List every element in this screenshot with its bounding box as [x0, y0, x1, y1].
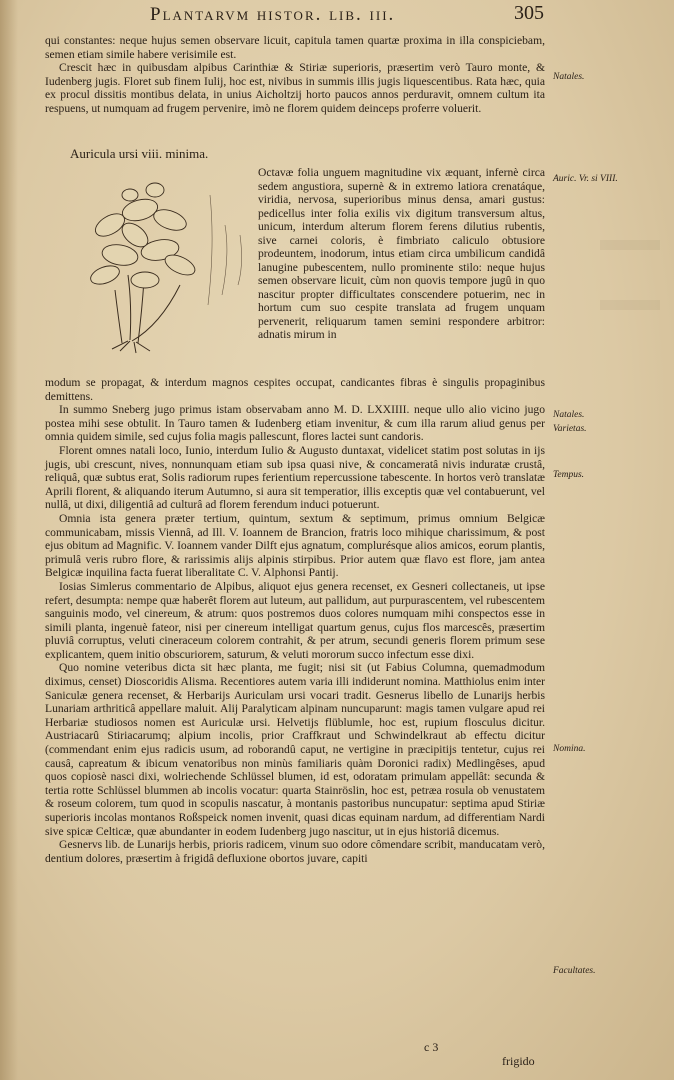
- main-text-block: [45, 376, 545, 865]
- page-number: 305: [514, 2, 544, 24]
- paragraph-location: In summo Sneberg jugo primus istam observabam anno M. D. LXXIIII. neque ullo alio vicino jugo postea mihi sese obtulit. In Tauro tamen & Iudenberg etiam invenitur, & cum illa rarum aliud genus per omnia quidem simile, sed cujus folia magis pallescunt, flores lactei sunt candoris.: [45, 403, 545, 444]
- paragraph-propagation: modum se propagat, & interdum magnos cespites occupat, candicantes fibras è singulis propaginibus demittens.: [45, 376, 545, 403]
- figure-title: Auricula ursi viii. minima.: [70, 146, 209, 161]
- margin-note-varietas: Varietas.: [553, 424, 587, 434]
- page-gutter-shadow: [0, 0, 18, 1080]
- margin-note-nomina: Nomina.: [553, 744, 586, 754]
- margin-note-auricula: Auric. Vr. si VIII.: [553, 174, 618, 184]
- top-paragraph-block: [45, 34, 545, 116]
- paragraph-nomina: Quo nomine veteribus dicta sit hæc planta, me fugit; nisi sit (ut Fabius Columna, quemadmodum diximus, censet) Dioscoridis Alisma. Recentiores autem varia illi indiderunt nomina. Matthiolus enim inter Saniculæ genera recenset, & Herbarijs Auriculam ursi vocari tradit. Gesnerus libello de Lunarijs herbis Lunariam arthriticâ appellare maluit. Alij Paralyticam alpinam nuncuparunt: magis tamen vulgare apud rei Herbariæ studiosos nomen est Auriculæ ursi. Helvetijs flüblumle, hoc est, rupium flosculus dicitur. Austriacarû Stiriacarumq; alpium incolis, prior Craffkraut und Schwindelkraut ab effectu dicitur (commendant enim ejus radicis usum, ad roborandû caput, ne vertigine in præcipitijs tentetur, cujus rei causâ, capreatum & ibicum venatoribus non minùs familiaris quàm Doronici radix) Medlingêses, apud quos copiosè nasci dixi, wolriechende Schlüssel blumen, id est, odoratam primulam appellât: secunda & tertia rotte Schlüssel blummen ab incolis vocatur: quarta Stainröslin, hoc est, petræa rosula ob venustatem & roseum colorem, tum quod in scopulis nascatur, à montanis pastoribus nuncupatur: septima apud Stiriæ superioris incolas montanos Roßspeick nomen invenit, quasi dicas equinam nardum, ad differentiam Nardi sive spicæ Celticæ, quæ abundanter in eodem Iudenberg jugo nascitur, ut in ejus historiâ dicemus.: [45, 661, 545, 838]
- paragraph-distribution: Omnia ista genera præter tertium, quintum, sextum & septimum, primus omnium Belgicæ communicabam, missis Viennâ, ad Ill. V. Ioannem de Brancion, fratris loco mihique charissimum, & post ejus obitum ad Magnific. V. Ioannem vander Dilft ejus agnatum, complurésque alios amicos, eorum plantis, primulâ veris rubro flore, & rarissimis alijs alpinis stirpibus. Prior autem quæ flavo est flore, jam antea Belgicæ inquilina facta fuerat liberalitate C. V. Alphonsi Pantij.: [45, 511, 545, 580]
- description-column: Octavæ folia unguem magnitudine vix æquant, infernè circa sedem angustiora, supernè & in extremo latiora crenatáque, viridia, nervosa, superioribus minus densa, amari gustus: pedicellus inter folia exilis vix digitum transversum altus, unicum, interdum alterum florem ferens dilutius rubentis, sive carnei coloris, è fimbriato caliculo obtusiore prodeuntem, inodorum, intus etiam circa umbilicum candidâ lanugine pubescentem, nullo prominente stilo: neque hujus semen observare licuit, cùm non quovis tempore jugû in quo nascitur propter difficultates conscendere potuerim, nec in hortum cum suo cespite translata ad frugem unquam pervenerit, reliquarum tamen semini respondere arbitror: adnatis mirum in: [258, 166, 545, 341]
- running-header: Plantarvm histor. lib. iii.: [150, 4, 396, 25]
- margin-note-natales: Natales.: [553, 72, 585, 82]
- plant-illustration: [60, 165, 260, 355]
- paragraph-flowering: Florent omnes natali loco, Iunio, interdum Iulio & Augusto duntaxat, videlicet statim post solutas in ijs jugis, ubi crescunt, nives, nonnunquam etiam sub ipsa quasi nive, & concameratâ nivis induratæ crustâ, reliquâ, quæ subtus erat, Solis radiorum rupes ferientium repercussione tabescente. In hortos verò translatæ Aprili florent, & aliquando iterum Autumno, si aura sit temperatior, illis exceptis quæ vel contabuerunt, vel nullâ, ut dixi, diligentiâ ad culturâ ad florem ferendum induci potuerunt.: [45, 443, 545, 512]
- signature-mark: c 3: [424, 1040, 439, 1054]
- paragraph-habitat: Crescit hæc in quibusdam alpibus Carinthiæ & Stiriæ superioris, præsertim verò Tauro monte, & Iudenberg jugis. Floret sub finem Iulij, hoc est, nivibus in summis illis jugis liquescentibus. Rata hæc, quia ex procul dissitis montibus delata, in unius Aicholtzij horto paucos annos perduravit, omnem cultum ita respuens, ut numquam ad frugem pervenire, imò ne florem quidem deinceps proferre voluerit.: [45, 61, 545, 115]
- margin-note-tempus: Tempus.: [553, 470, 585, 480]
- paragraph-simlerus: Iosias Simlerus commentario de Alpibus, aliquot ejus genera recenset, ex Gesneri collectaneis, ut ipse refert, desumpta: nempe quæ haberêt florem aut luteum, aut pallidum, aut purpurascentem, vel rubescentem sanguinis modo, vel cinereum, & atrum: quos postremos duos colores numquam mihi conspectos esse in simili planta, ingenuè fateor, nisi per cinereum intelligat quartum genus, cujus flos marcescês, præsertim pluviâ corruptus, veluti cineraceum colorem contrahit, & per atrum, secundi generis florem primum sese explicantem, quem initio obscuriorem, saturum, & veluti mororum succo infectum esse dixi.: [45, 579, 545, 661]
- paragraph-continuation: qui constantes: neque hujus semen observare licuit, capitula tamen quartæ proxima in illa conspiciebam, semen etiam simile habere verisimile est.: [45, 34, 545, 61]
- show-through-mark: [600, 240, 660, 250]
- catchword: frigido: [502, 1054, 535, 1068]
- paragraph-facultates: Gesnervs lib. de Lunarijs herbis, prioris radicem, vinum suo odore cômendare scribit, manducatam verò, dentium dolores, præsertim à frigidâ defluxione obortos juvare, capiti: [45, 838, 545, 865]
- margin-note-natales-2: Natales.: [553, 410, 585, 420]
- show-through-mark: [600, 300, 660, 310]
- margin-note-facultates: Facultates.: [553, 966, 596, 976]
